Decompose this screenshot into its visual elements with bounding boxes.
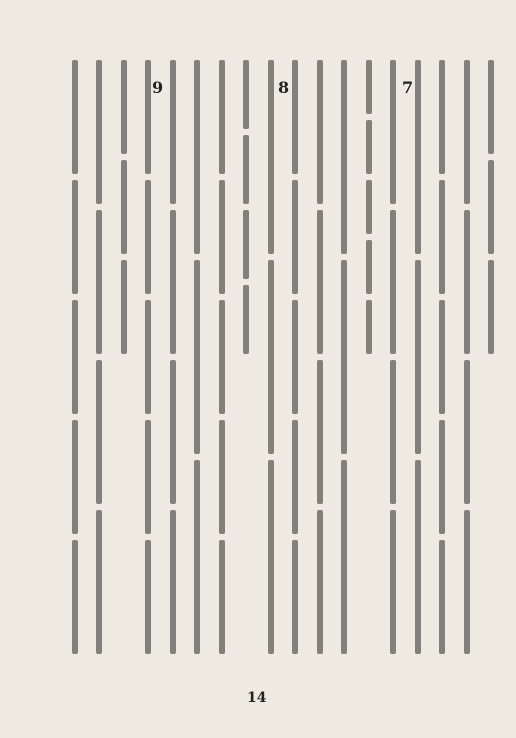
text-column-placeholder — [480, 60, 502, 660]
section-marker-7: 7 — [402, 78, 414, 97]
text-column-placeholder — [88, 60, 110, 660]
text-column-placeholder — [382, 60, 404, 660]
text-column-placeholder — [113, 60, 135, 660]
text-column-placeholder — [358, 60, 380, 660]
text-column-placeholder — [407, 60, 429, 660]
text-column-placeholder — [211, 60, 233, 660]
text-column-placeholder — [162, 60, 184, 660]
page-number: 14 — [247, 690, 267, 706]
section-marker-8: 8 — [278, 78, 290, 97]
text-column-placeholder — [260, 60, 282, 660]
text-column-placeholder — [284, 60, 306, 660]
text-column-placeholder — [309, 60, 331, 660]
text-column-placeholder — [186, 60, 208, 660]
text-column-placeholder — [456, 60, 478, 660]
text-column-placeholder — [64, 60, 86, 660]
text-column-placeholder — [333, 60, 355, 660]
text-column-placeholder — [431, 60, 453, 660]
text-column-placeholder — [137, 60, 159, 660]
text-column-placeholder — [235, 60, 257, 660]
section-marker-9: 9 — [152, 78, 164, 97]
